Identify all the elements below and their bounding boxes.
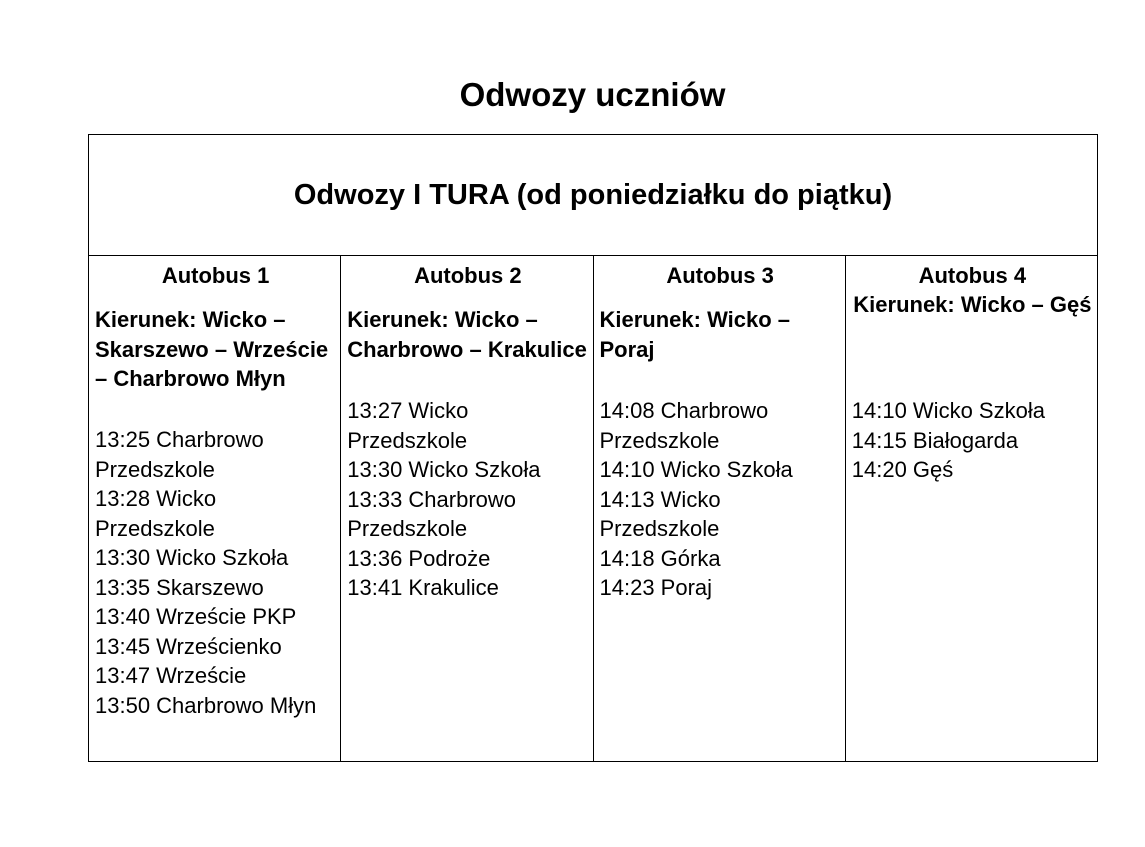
page-title: Odwozy uczniów	[459, 76, 726, 113]
stop-list	[347, 396, 588, 603]
stop-item: 13:30 Wicko Szkoła	[347, 457, 541, 482]
bus-title: Autobus 3	[666, 263, 774, 288]
stop-item: 13:25 Charbrowo Przedszkole	[95, 427, 264, 482]
bus-direction: Kierunek: Wicko – Poraj	[599, 307, 791, 362]
bus-direction: Kierunek: Wicko – Gęś	[853, 292, 1092, 317]
stop-list	[95, 425, 336, 720]
stop-item: 14:20 Gęś	[851, 457, 954, 482]
stop-item: 14:15 Białogarda	[851, 427, 1019, 453]
bus-direction: Kierunek: Wicko – Charbrowo – Krakulice	[347, 307, 587, 362]
stop-item: 13:36 Podroże	[347, 545, 491, 571]
bus-title: Autobus 2	[414, 263, 522, 288]
stop-list	[852, 396, 1093, 485]
bus-column-2	[341, 256, 593, 762]
stop-item: 14:18 Górka	[599, 545, 721, 571]
stop-item: 14:10 Wicko Szkoła	[851, 398, 1045, 423]
bus-column-1	[89, 256, 341, 762]
stop-item: 13:30 Wicko Szkoła	[95, 545, 289, 570]
stop-item: 13:50 Charbrowo Młyn	[95, 692, 317, 718]
stop-item: 13:35 Skarszewo	[95, 574, 264, 600]
stop-item: 13:47 Wrzeście	[95, 663, 247, 688]
stop-item: 13:27 Wicko Przedszkole	[347, 398, 469, 453]
stop-list	[600, 396, 841, 603]
schedule-table	[88, 134, 1098, 762]
table-header-row	[89, 135, 1098, 256]
stop-item: 14:23 Poraj	[599, 575, 713, 600]
bus-title: Autobus 4	[918, 263, 1027, 288]
stop-item: 13:41 Krakulice	[347, 575, 499, 600]
table-header: Odwozy I TURA (od poniedziałku do piątku)	[89, 135, 1098, 256]
stop-item: 14:13 Wicko Przedszkole	[599, 486, 721, 541]
bus-title: Autobus 1	[161, 263, 270, 288]
stop-item: 14:10 Wicko Szkoła	[599, 457, 793, 482]
stop-item: 14:08 Charbrowo Przedszkole	[599, 398, 769, 453]
stop-item: 13:28 Wicko Przedszkole	[95, 486, 217, 541]
bus-columns-row	[89, 256, 1098, 762]
bus-column-4	[845, 256, 1097, 762]
stop-item: 13:45 Wrześcienko	[95, 633, 282, 659]
bus-column-3	[593, 256, 845, 762]
stop-item: 13:33 Charbrowo Przedszkole	[347, 486, 517, 541]
bus-direction: Kierunek: Wicko – Skarszewo – Wrzeście – Charbrowo Młyn	[95, 307, 329, 391]
stop-item: 13:40 Wrzeście PKP	[95, 604, 297, 629]
